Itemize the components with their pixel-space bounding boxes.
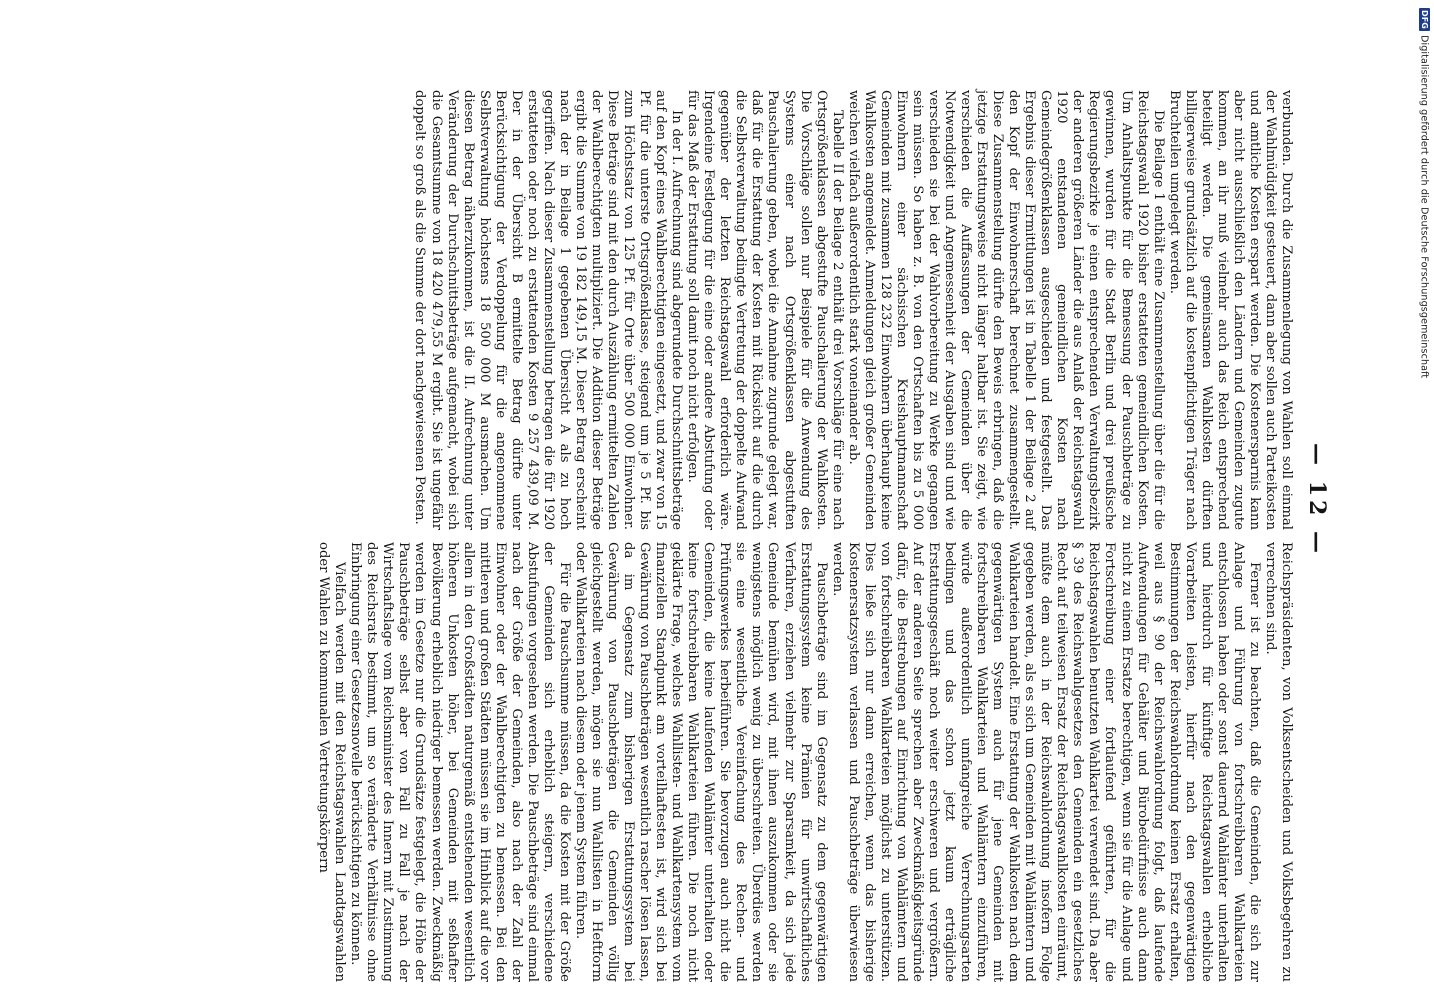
paragraph: Pauschbeträge sind im Gegensatz zu dem gegenwärtigen Erstattungssystem keine Prämien für unwirtschaftliches Verfahren, erziehen vielmehr zur Sparsamkeit, da sich jede Gemeinde bemühen wird, mit ihnen auszukommen oder sie wenigstens möglich wenig zu überschreiten. Überdies werden sie eine wesentliche Vereinfachung des Rechen- und Prüfungswerkes herbeiführen. Sie bevorzugen auch nicht die Gemeinden, die keine laufenden Wahlämter unterhalten oder keine fortschreibbaren Wahlkarteien führen. Die noch nicht geklärte Frage, welches Wahllisten- und Wahlkartensystem vom finanziellen Standpunkt am vorteilhaftesten ist, wird sich bei Gewährung von Pauschbeträgen wesentlich rascher lösen lassen, da im Gegensatz zum bisherigen Erstattungssystem bei Gewährung von Pauschbeträgen die Gemeinden völlig gleichgestellt werden, mögen sie nun Wahllisten in Heftform oder Wahlkarteien nach diesem oder jenem System führen. — [572, 542, 829, 982]
page-number: — 12 — — [1304, 443, 1330, 557]
paragraph: verbunden. Durch die Zusammenlegung von Wahlen soll einmal der Wahlmüdigkeit gesteuert, dann aber sollen auch Parteikosten und amtliche Kosten erspart werden. Die Kostenersparnis kann aber nicht ausschließlich den Ländern und Gemeinden zugute kommen, an ihr muß vielmehr auch das Reich entsprechend beteiligt werden. Die gemeinsamen Wahlkosten dürften billigerweise grundsätzlich auf die kostenpflichtigen Träger nach Bruchteilen umgelegt werden. — [1166, 90, 1294, 530]
paragraph: Die Beilage 1 enthält eine Zusammenstellung über die für die Reichstagswahl 1920 bisher erstatteten gemeindlichen Kosten. Um Anhaltspunkte für die Bemessung der Pauschbeträge zu gewinnen, wurden für die Stadt Berlin und drei preußische Regierungsbezirke je einen entsprechenden Verwaltungsbezirk der anderen größeren Länder die aus Anlaß der Reichstagswahl 1920 entstandenen gemeindlichen Kosten nach Gemeindegrößenklassen ausgeschieden und festgestellt. Das Ergebnis dieser Ermittlungen ist in Tabelle 1 der Beilage 2 auf den Kopf der Einwohnerschaft berechnet zusammengestellt. Diese Zusammenstellung dürfte den Beweis erbringen, daß die jetzige Erstattungsweise nicht länger haltbar ist. Sie zeigt, wie verschieden die Auffassungen der Gemeinden über die Notwendigkeit und Angemessenheit der Ausgaben sind und wie verschieden sie bei der Wahlvorbereitung zu Werke gegangen sein müssen. So haben z. B. von den Ortschaften bis zu 5 000 Einwohnern einer sächsischen Kreishauptmannschaft Gemeinden mit zusammen 128 232 Einwohnern überhaupt keine Wahlkosten angemeldet. Anmeldungen gleich großer Gemeinden weichen vielfach außerordentlich stark voneinander ab. — [845, 90, 1166, 530]
paragraph: Reichspräsidenten, von Volksentscheiden und Volksbegehren zu verrechnen sind. — [1262, 542, 1294, 982]
paragraph: Vielfach werden mit den Reichstagswahlen Landtagswahlen oder Wahlen zu kommunalen Vertretungskörpern — [316, 542, 348, 982]
paragraph: Für die Pauschsumme müssen, da die Kosten mit der Größe der Gemeinden sich erheblich steigern, verschiedene Abstufungen vorgesehen werden. Die Pauschbeträge sind einmal nach der Größe der Gemeinden, also nach der Zahl der Einwohner oder der Wahlberechtigten zu bemessen. Bei den mittleren und großen Städten müssen sie im Hinblick auf die vor allem in den Großstädten naturgemäß entstehenden wesentlich höheren Unkosten höher, bei Gemeinden mit seßhafter Bevölkerung erheblich niedriger bemessen werden. Zweckmäßig werden im Gesetze nur die Grundsätze festgelegt, die Höhe der Pauschbeträge selbst aber von Fall zu Fall je nach der Wirtschaftslage vom Reichsminister des Innern mit Zustimmung des Reichsrats bestimmt, um so veränderte Verhältnisse ohne Einbringung einer Gesetzesnovelle berücksichtigen zu können. — [348, 542, 572, 982]
dfg-logo: DFG — [1420, 10, 1429, 29]
paragraph: Ferner ist zu beachten, daß die Gemeinden, die sich zur Anlage und Führung von fortschreibbaren Wahlkarteien entschlossen haben oder sonst dauernd Wahlämter unterhalten und hierdurch für künftige Reichstagswahlen erhebliche Vorarbeiten leisten, hierfür nach den gegenwärtigen Bestimmungen der Reichswahlordnung keinen Ersatz erhalten, weil aus § 90 der Reichswahlordnung folgt, daß laufende Aufwendungen für Gehälter und Bürobedürfnisse auch dann nicht zu einem Ersatze berechtigen, wenn sie für die Anlage und Fortschreibung einer fortlaufend geführten, für die Reichstagswahlen benutzten Wahlkartei verwendet sind. Da aber § 39 des Reichswahlgesetzes den Gemeinden ein gesetzliches Recht auf teilweisen Ersatz der Reichstagswahlkosten einräumt, müßte dem auch in der Reichswahlordnung insofern Folge gegeben werden, als es sich um Gemeinden mit Wahlämtern und Wahlkarteien handelt. Eine Erstattung der Wahlkosten nach dem gegenwärtigen System auch für jene Gemeinden mit fortschreibbaren Wahlkarteien und Wahlämtern einzuführen, würde außerordentlich umfangreiche Verrechnungsarten bedingen und das schon jetzt kaum erträgliche Erstattungsgeschäft noch weiter erschweren und vergrößern. Auf der anderen Seite sprechen aber Zweckmäßigkeitsgründe dafür, die Bestrebungen auf Einrichtung von Wahlämtern und von fortschreibbaren Wahlkarteien möglichst zu unterstützen. Dies ließe sich nur dann erreichen, wenn das bisherige Kostenersatzsystem verlassen und Pauschbeträge überwiesen werden. — [829, 542, 1262, 982]
digitization-footer — [1419, 8, 1431, 378]
left-column — [411, 90, 1294, 530]
right-column — [315, 542, 1294, 982]
footer-text: Digitalisierung gefördert durch die Deutsche Forschungsgemeinschaft — [1418, 34, 1430, 379]
paragraph: Tabelle II der Beilage 2 enthält drei Vorschläge für eine nach Ortsgrößenklassen abgestufte Pauschalierung der Wahlkosten. Die Vorschläge sollen nur Beispiele für die Anwendung des Systems einer nach Ortsgrößenklassen abgestuften Pauschalierung geben, wobei die Annahme zugrunde gelegt war, daß für die Erstattung der Kosten mit Rücksicht auf die durch die Selbstverwaltung bedingte Vertretung der doppelte Aufwand gegenüber der letzten Reichstagswahl erforderlich wäre. Irgendeine Festlegung für die eine oder andere Abstufung oder für das Maß der Erstattung soll damit noch nicht erfolgen. — [685, 90, 845, 530]
paragraph: In der I. Aufrechnung sind abgerundete Durchschnittsbeträge auf den Kopf eines Wahlberechtigten eingesetzt, und zwar von 15 Pf. für die unterste Ortsgrößenklasse, steigend um je 5 Pf. bis zum Höchstsatz von 125 Pf. für Orte über 500 000 Einwohner. Diese Beträge sind mit den durch Auszählung ermittelten Zahlen der Wahlberechtigten multipliziert. Die Addition dieser Beträge ergibt die Summe von 19 182 149,15 M. Dieser Betrag erscheint nach der in Beilage 1 gegebenen Übersicht A als zu hoch gegriffen. Nach dieser Zusammenstellung betragen die für 1920 erstatteten oder noch zu erstattenden Kosten 9 257 439,09 M. Der in der Übersicht B ermittelte Betrag dürfte unter Berücksichtigung der Verdoppelung für die angenommene Selbstverwaltung höchstens 18 500 000 M ausmachen. Um diesen Betrag näherzukommen, ist die II. Aufrechnung unter Veränderung der Durchschnittsbeträge aufgemacht, wobei sich die Gesamtsumme von 18 420 479,55 M ergibt. Sie ist ungefähr doppelt so groß als die Summe der dort nachgewiesenen Posten. — [412, 90, 685, 530]
